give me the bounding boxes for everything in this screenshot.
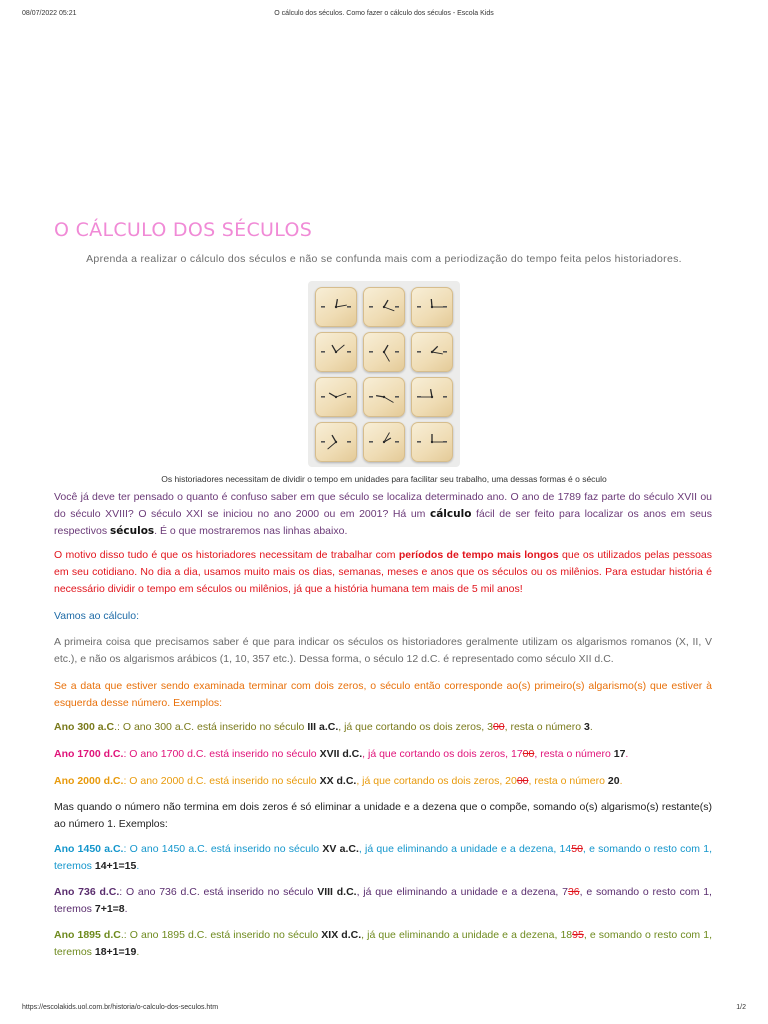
- print-footer: [22, 1004, 746, 1016]
- keyword-seculos: séculos: [110, 525, 155, 537]
- clock-icon: [363, 287, 405, 327]
- paragraph-motive: O motivo disso tudo é que os historiadores necessitam de trabalhar com períodos de tempo mais longos que os utilizados pelas pessoas em seu cotidiano. No dia a dia, usamos muito mais os dias, semanas, meses e anos que os séculos ou os milênios. Para estudar história é necessário dividir o tempo em séculos ou milênios, já que a história humana tem mais de 5 mil anos!: [54, 549, 713, 595]
- print-page-number: 1/2: [736, 1004, 746, 1011]
- paragraph-lets-calc: Vamos ao cálculo:: [54, 610, 140, 622]
- clock-grid: [315, 287, 453, 461]
- keyword-calculo: cálculo: [430, 508, 472, 520]
- clock-icon: [363, 332, 405, 372]
- clock-icon: [363, 377, 405, 417]
- paragraph-non-zero-rule: Mas quando o número não termina em dois zeros é só eliminar a unidade e a dezena que o compõe, somando o(s) algarismo(s) restante(s) ao número 1. Exemplos:: [54, 801, 712, 830]
- example-300: Ano 300 a.C.: O ano 300 a.C. está inserido no século III a.C., já que cortando os dois zeros, 300, resta o número 3.: [54, 721, 593, 733]
- clock-icon: [315, 287, 357, 327]
- article-title: O CÁLCULO DOS SÉCULOS: [54, 219, 313, 241]
- clock-icon: [411, 377, 453, 417]
- clock-icon: [411, 287, 453, 327]
- example-2000: Ano 2000 d.C.: O ano 2000 d.C. está inserido no século XX d.C., já que cortando os dois zeros, 2000, resta o número 20.: [54, 775, 623, 787]
- example-1700: Ano 1700 d.C.: O ano 1700 d.C. está inserido no século XVII d.C., já que cortando os dois zeros, 1700, resta o número 17.: [54, 748, 629, 760]
- clock-icon: [411, 422, 453, 462]
- print-date: 08/07/2022 05:21: [22, 10, 77, 17]
- clock-icon: [363, 422, 405, 462]
- article-subtitle: Aprenda a realizar o cálculo dos séculos e não se confunda mais com a periodização do tempo feita pelos historiadores.: [86, 253, 682, 265]
- image-caption: Os historiadores necessitam de dividir o tempo em unidades para facilitar seu trabalho, uma dessas formas é o século: [161, 474, 607, 484]
- clock-icon: [411, 332, 453, 372]
- print-page-title: O cálculo dos séculos. Como fazer o cálculo dos séculos - Escola Kids: [274, 10, 494, 17]
- example-1450: Ano 1450 a.C.: O ano 1450 a.C. está inserido no século XV a.C., já que eliminando a unidade e a dezena, 1450, e somando o resto com 1, teremos 14+1=15.: [54, 843, 712, 872]
- clock-icon: [315, 377, 357, 417]
- keyword-periodos: períodos de tempo mais longos: [398, 549, 559, 561]
- example-1895: Ano 1895 d.C.: O ano 1895 d.C. está inserido no século XIX d.C., já que eliminando a unidade e a dezena, 1895, e somando o resto com 1, teremos 18+1=19.: [54, 929, 712, 958]
- clocks-image: [308, 281, 460, 467]
- paragraph-roman-numerals: A primeira coisa que precisamos saber é que para indicar os séculos os historiadores geralmente utilizam os algarismos romanos (X, II, V etc.), e não os algarismos arábicos (1, 10, 357 etc.). Dessa forma, o século 12 d.C. é representado como século XII d.C.: [54, 636, 712, 665]
- paragraph-two-zeros-rule: Se a data que estiver sendo examinada terminar com dois zeros, o século então corresponde ao(s) primeiro(s) algarismo(s) que estiver à esquerda desse número. Exemplos:: [54, 680, 712, 709]
- print-header: [22, 10, 746, 22]
- clock-icon: [315, 422, 357, 462]
- paragraph-intro: Você já deve ter pensado o quanto é confuso saber em que século se localiza determinado ano. O ano de 1789 faz parte do século XVII ou do século XVIII? O século XXI se iniciou no ano 2000 ou em 2001? Há um cálculo fácil de ser feito para localizar os anos em seus respectivos séculos. É o que mostraremos nas linhas abaixo.: [54, 491, 713, 537]
- clock-icon: [315, 332, 357, 372]
- example-736: Ano 736 d.C.: O ano 736 d.C. está inserido no século VIII d.C., já que eliminando a unidade e a dezena, 736, e somando o resto com 1, teremos 7+1=8.: [54, 886, 712, 915]
- print-url: https://escolakids.uol.com.br/historia/o-calculo-dos-seculos.htm: [22, 1004, 219, 1011]
